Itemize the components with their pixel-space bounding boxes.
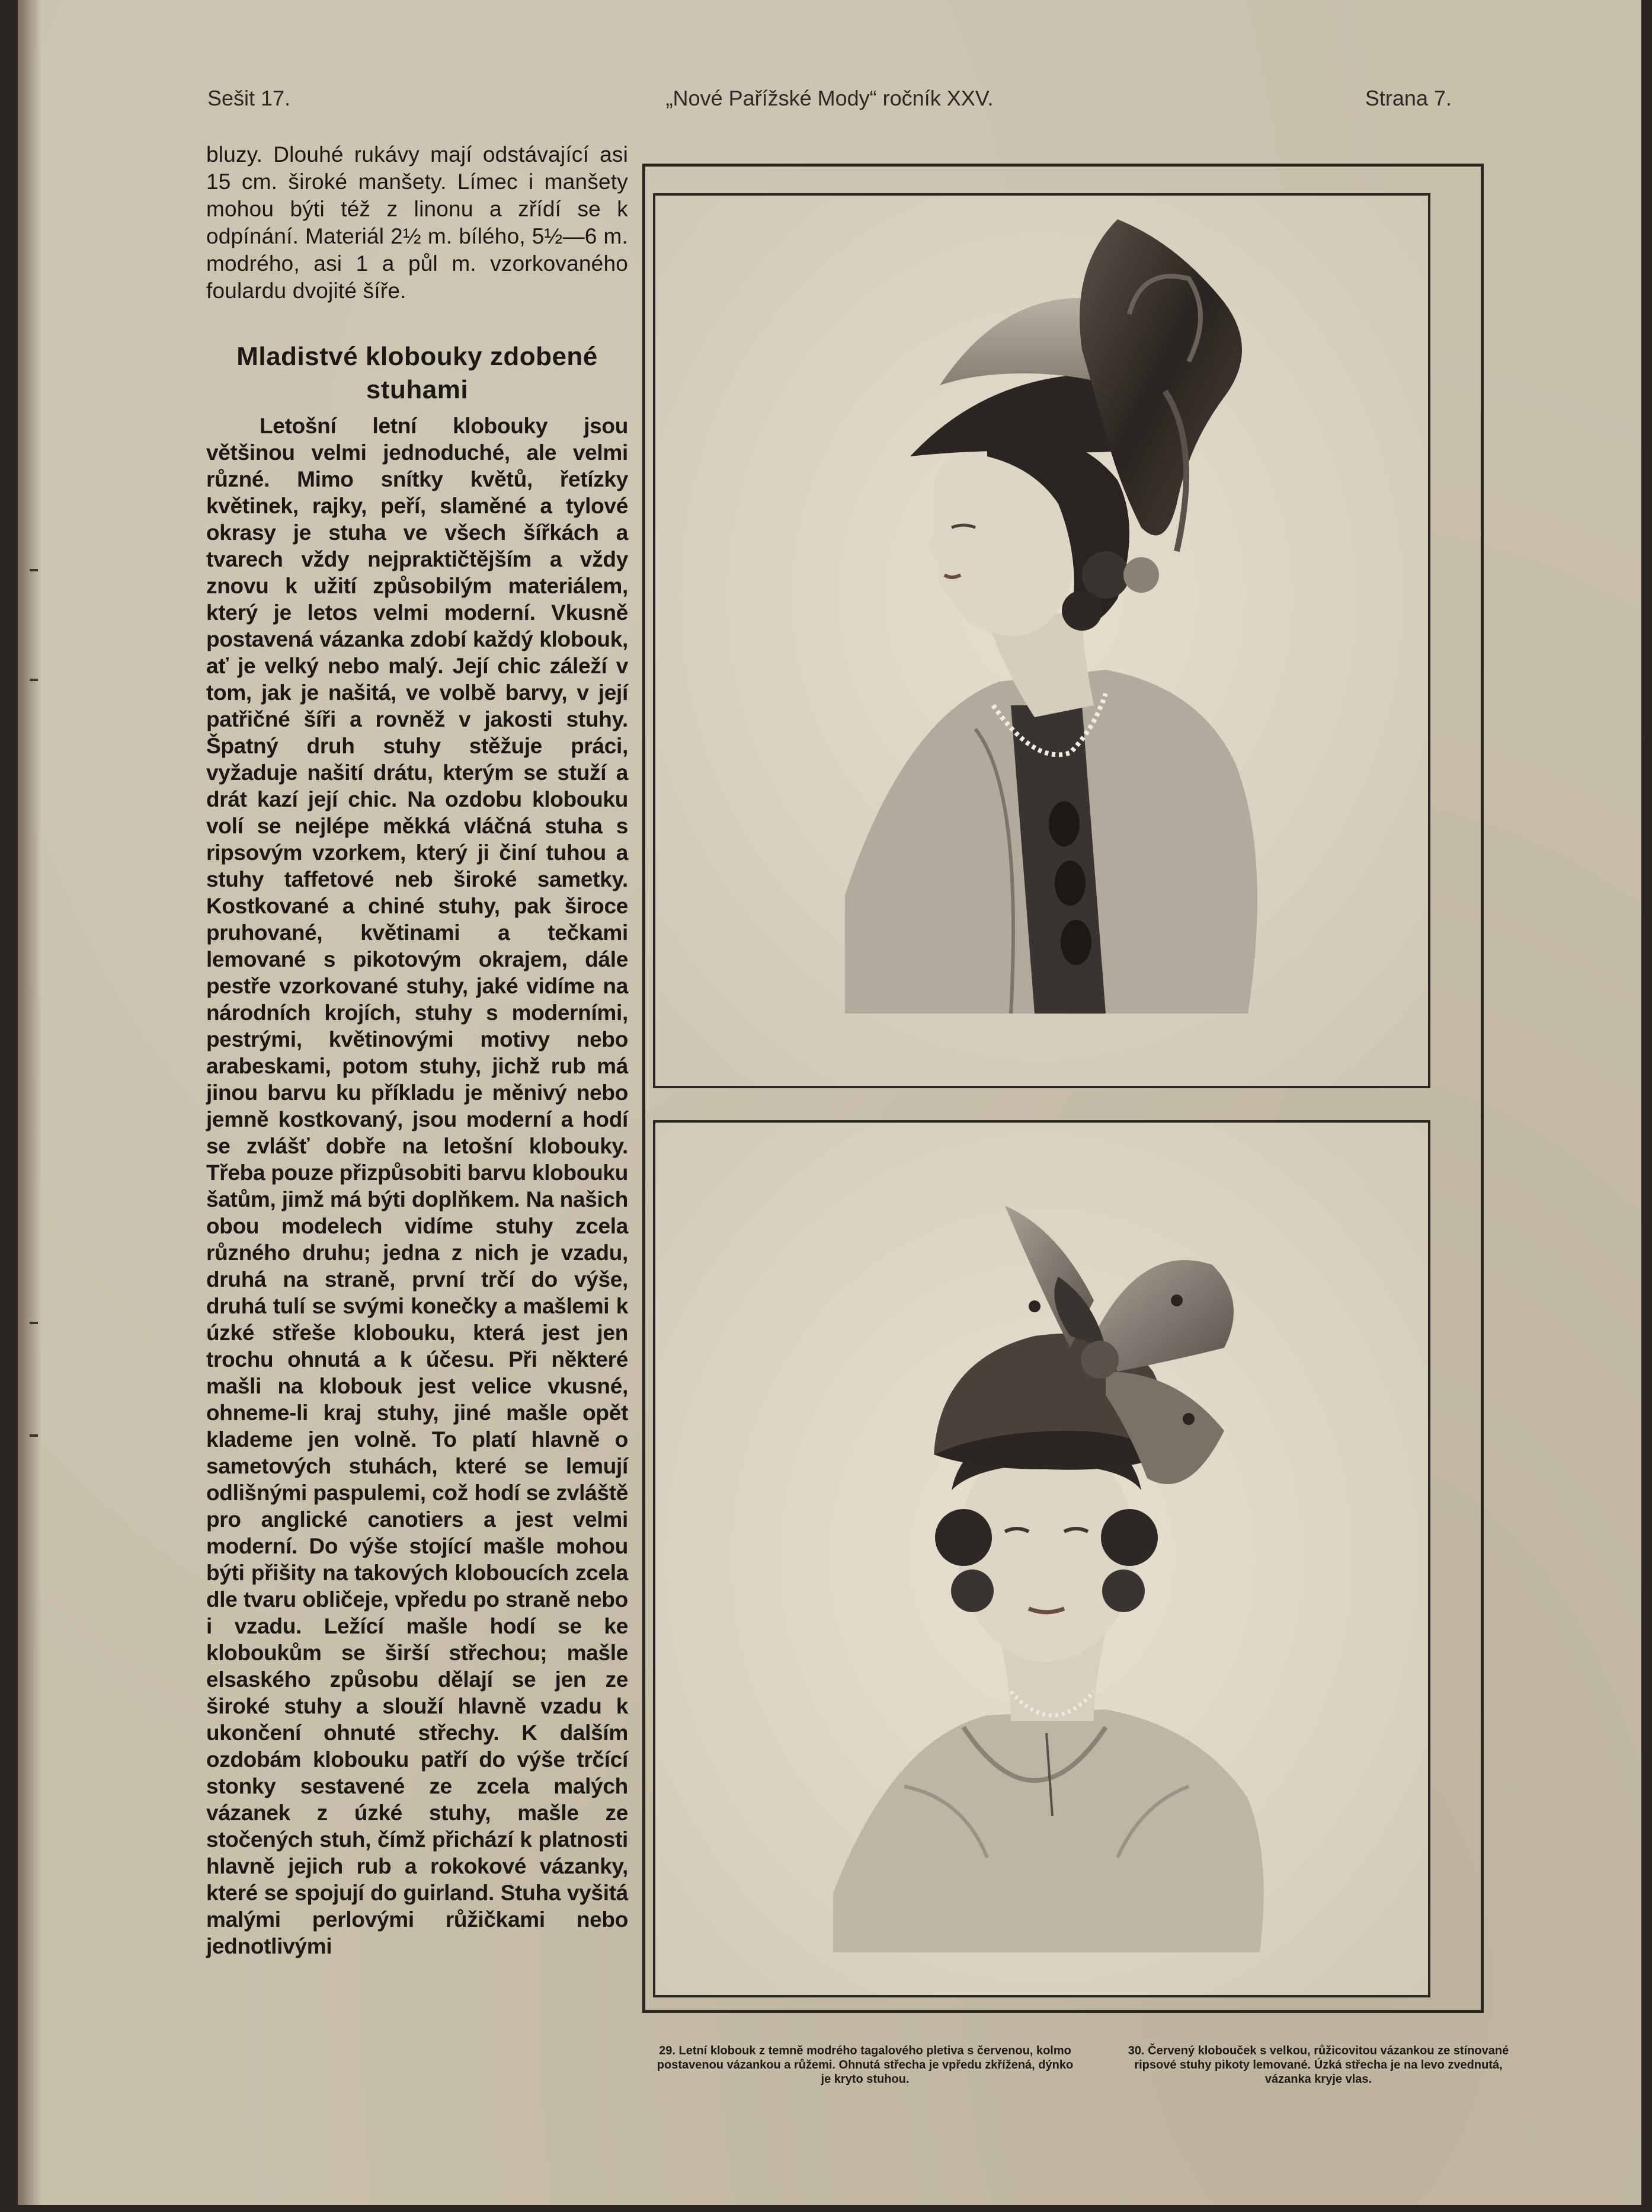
- margin-mark: [30, 679, 38, 681]
- margin-mark: [30, 569, 38, 571]
- page-edge-shadow: [18, 0, 41, 2205]
- figure-30-caption: 30. Červený klobouček s velkou, růžicovitou vázankou ze stínované ripsové stuhy pikoty lemované. Úzká střecha je na levo zvednutá, vázanka kryje vlas.: [1128, 2044, 1509, 2086]
- photo-figure-30: [653, 1120, 1430, 1997]
- hat-portrait-30-illustration: [655, 1123, 1428, 1995]
- figure-29-caption: 29. Letní klobouk z temně modrého tagalového pletiva s červenou, kolmo postavenou vázankou a růžemi. Ohnutá střecha je vpředu zkřížená, dýnko je kryto stuhou.: [657, 2044, 1074, 2086]
- text-column: [206, 141, 628, 1960]
- photo-figure-29: [653, 193, 1430, 1088]
- article-body: Letošní letní klobouky jsou většinou velmi jednoduché, ale velmi různé. Mimo snítky květů, řetízky květinek, rajky, peří, slaměné a tylové okrasy je stuha ve všech šířkách a tvarech vždy nejpraktičtějším a vždy znovu k užití způsobilým materiálem, který je letos velmi moderní. Vkusně postavená vázanka zdobí každý klobouk, ať je velký nebo malý. Její chic záleží v tom, jak je našitá, ve volbě barvy, v její patřičné šíři a rovněž v jakosti stuhy. Špatný druh stuhy stěžuje práci, vyžaduje našití drátu, kterým se stuží a drát kazí její chic. Na ozdobu klobouku volí se nejlépe měkká vláčná stuha s ripsovým vzorkem, který ji činí tuhou a stuhy taffetové neb široké sametky. Kostkované a chiné stuhy, pak široce pruhované, květinami a tečkami lemované s pikotovým okrajem, dále pestře vzorkované stuhy, jaké vidíme na národních krojích, stuhy s moderními, pestrými, květinovými motivy nebo arabeskami, potom stuhy, jichž rub má jinou barvu ku příkladu je měnivý nebo jemně kostkovaný, jsou moderní a hodí se zvlášť dobře na letošní klobouky. Třeba pouze přizpůsobiti barvu klobouku šatům, jimž má býti doplňkem. Na našich obou modelech vidíme stuhy zcela různého druhu; jedna z nich je vzadu, druhá na straně, první trčí do výše, druhá tulí se svými konečky a mašlemi k úzké střeše klobouku, která jest jen trochu ohnutá a k účesu. Při některé mašli na klobouk jest velice vkusné, ohneme-li kraj stuhy, jiné mašle opět klademe jen volně. To platí hlavně o sametových stuhách, které se lemují odlišnými paspulemi, což hodí se zvláště pro anglické canotiers a jest velmi moderní. Do výše stojící mašle mohou býti přišity na takových kloboucích zcela dle tvaru obličeje, vpředu po straně nebo i vzadu. Ležící mašle hodí se ke kloboukům se širší střechou; mašle elsaského způsobu dělají se jen ze široké stuhy a slouží hlavně vzadu k ukončení ohnuté střechy. K dalším ozdobám klobouku patří do výše trčící stonky sestavené ze zcela malých vázanek z úzké stuhy, mašle ze stočených stuh, čímž přichází k platnosti hlavně jejich rub a rokokové vázanky, které se spojují do guirland. Stuha vyšitá malými perlovými růžičkami nebo jednotlivými: [206, 414, 628, 1958]
- running-header: [207, 86, 1452, 122]
- publication-title: „Nové Pařížské Mody“ ročník XXV.: [665, 86, 994, 110]
- page-number: Strana 7.: [1365, 86, 1452, 110]
- hat-portrait-29-illustration: [655, 196, 1428, 1086]
- margin-mark: [30, 1434, 38, 1437]
- margin-mark: [30, 1322, 38, 1324]
- article-title: Mladistvé klobouky zdobené stuhami: [236, 342, 598, 404]
- intro-paragraph: bluzy. Dlouhé rukávy mají odstávající asi 15 cm. široké manšety. Límec i manšety mohou býti též z linonu a zřídí se k odpínání. Materiál 2½ m. bílého, 5½—6 m. modrého, asi 1 a půl m. vzorkovaného foulardu dvojité šíře.: [206, 142, 628, 303]
- issue-number: Sešit 17.: [207, 86, 291, 110]
